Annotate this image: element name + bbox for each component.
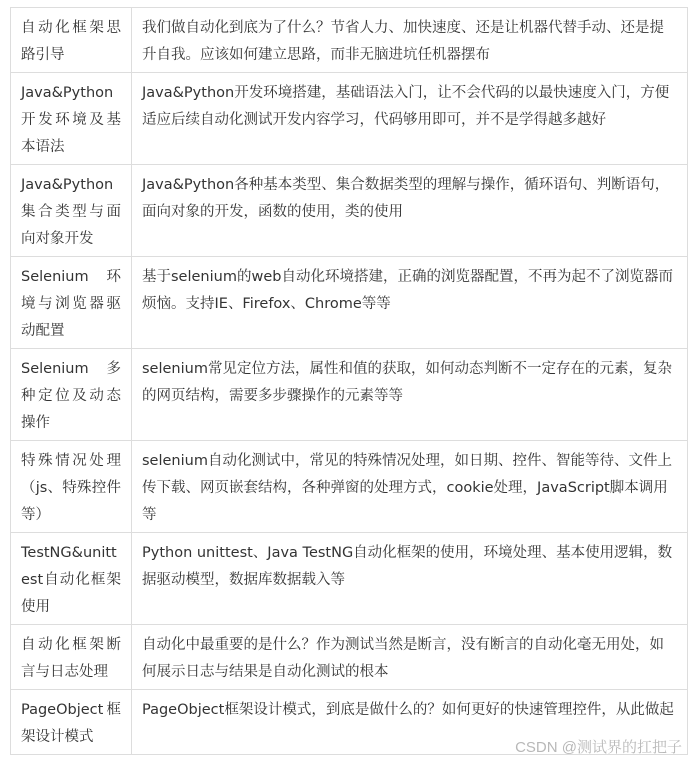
description-cell: PageObject框架设计模式，到底是做什么的？如何更好的快速管理控件，从此做起 [132,690,688,755]
topic-cell: Selenium 环境与浏览器驱动配置 [11,257,132,349]
description-cell: Java&Python开发环境搭建，基础语法入门，让不会代码的以最快速度入门，方便适应后续自动化测试开发内容学习，代码够用即可，并不是学得越多越好 [132,73,688,165]
description-cell: Python unittest、Java TestNG自动化框架的使用，环境处理、基本使用逻辑，数据驱动模型，数据库数据载入等 [132,533,688,625]
description-cell: 基于selenium的web自动化环境搭建，正确的浏览器配置，不再为起不了浏览器而烦恼。支持IE、Firefox、Chrome等等 [132,257,688,349]
description-cell: selenium常见定位方法，属性和值的获取，如何动态判断不一定存在的元素，复杂的网页结构，需要多步骤操作的元素等等 [132,349,688,441]
table-row [11,625,688,690]
table-row [11,165,688,257]
table-row [11,8,688,73]
description-cell: Java&Python各种基本类型、集合数据类型的理解与操作，循环语句、判断语句，面向对象的开发，函数的使用，类的使用 [132,165,688,257]
table-row [11,533,688,625]
topic-cell: 自动化框架思路引导 [11,8,132,73]
topic-cell: Selenium 多种定位及动态操作 [11,349,132,441]
table-row [11,257,688,349]
description-cell: 我们做自动化到底为了什么？节省人力、加快速度、还是让机器代替手动、还是提升自我。应该如何建立思路，而非无脑进坑任机器摆布 [132,8,688,73]
table-row [11,73,688,165]
watermark: CSDN @测试界的扛把子 [515,739,682,756]
description-cell: 自动化中最重要的是什么？作为测试当然是断言，没有断言的自动化毫无用处，如何展示日志与结果是自动化测试的根本 [132,625,688,690]
topic-cell: Java&Python开发环境及基本语法 [11,73,132,165]
topic-cell: TestNG&unittest自动化框架使用 [11,533,132,625]
topic-cell: 特殊情况处理（js、特殊控件等） [11,441,132,533]
topic-cell: 自动化框架断言与日志处理 [11,625,132,690]
description-cell: selenium自动化测试中，常见的特殊情况处理，如日期、控件、智能等待、文件上传下载、网页嵌套结构，各种弹窗的处理方式，cookie处理，JavaScript脚本调用等 [132,441,688,533]
curriculum-table [10,7,688,755]
topic-cell: PageObject框架设计模式 [11,690,132,755]
table-row [11,349,688,441]
table-row [11,441,688,533]
topic-cell: Java&Python集合类型与面向对象开发 [11,165,132,257]
